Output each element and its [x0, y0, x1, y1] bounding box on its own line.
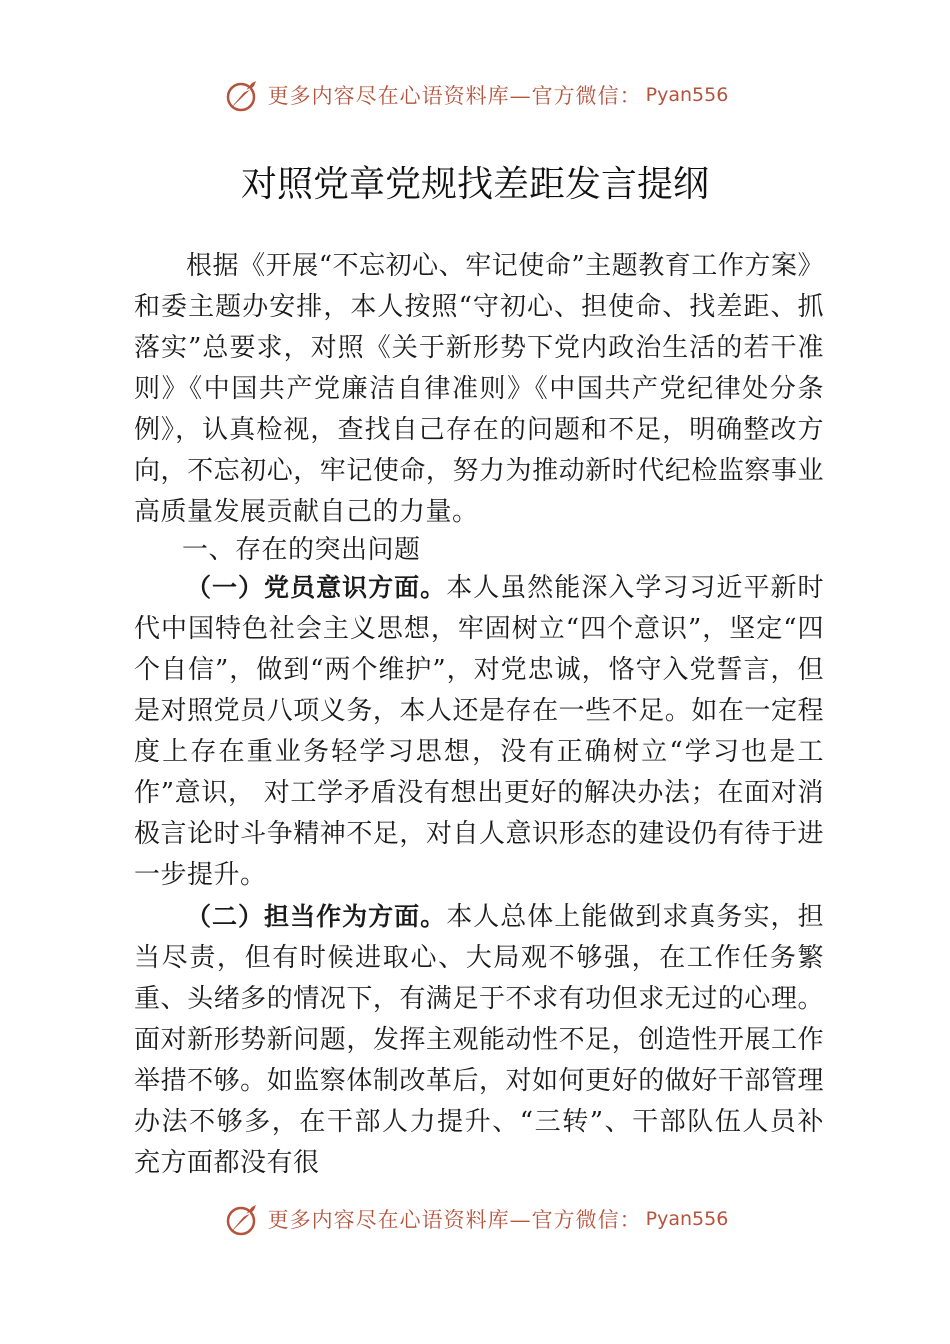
header-banner	[0, 72, 950, 118]
section-heading: 一、存在的突出问题	[182, 535, 421, 565]
banner-text: 更多内容尽在心语资料库—官方微信：	[267, 1208, 642, 1232]
intro-paragraph: 根据《开展“不忘初心、牢记使命”主题教育工作方案》和委主题办安排，本人按照“守初心、担使命、找差距、抓落实”总要求，对照《关于新形势下党内政治生活的若干准则》《中国共产党廉洁自律准则》《中国共产党纪律处分条例》，认真检视，查找自己存在的问题和不足，明确整改方向，不忘初心，牢记使命，努力为推动新时代纪检监察事业高质量发展贡献自己的力量。	[134, 251, 824, 527]
document-title: 对照党章党规找差距发言提纲	[240, 164, 709, 205]
item-2-paragraph	[134, 896, 824, 1184]
quill-logo-icon	[222, 75, 262, 115]
banner-text: 更多内容尽在心语资料库—官方微信：	[267, 84, 642, 108]
document-body	[134, 246, 824, 1184]
wechat-id: Pyan556	[645, 1208, 729, 1230]
item-2-heading: （二）担当作为方面。	[186, 902, 447, 931]
wechat-id: Pyan556	[645, 84, 729, 106]
footer-banner	[0, 1196, 950, 1242]
quill-logo-icon	[222, 1199, 262, 1239]
item-1-paragraph	[134, 567, 824, 896]
item-1-body: 本人虽然能深入学习习近平新时代中国特色社会主义思想，牢固树立“四个意识”，坚定“四个自信”，做到“两个维护”，对党忠诚，恪守入党誓言，但是对照党员八项义务，本人还是存在一些不足。如在一定程度上存在重业务轻学习思想，没有正确树立“学习也是工作”意识， 对工学矛盾没有想出更好的解决办法；在面对消极言论时斗争精神不足，对自人意识形态的建设仍有待于进一步提升。	[134, 573, 824, 890]
item-2-body: 本人总体上能做到求真务实，担当尽责，但有时候进取心、大局观不够强，在工作任务繁重、头绪多的情况下，有满足于不求有功但求无过的心理。面对新形势新问题，发挥主观能动性不足，创造性开展工作举措不够。如监察体制改革后，对如何更好的做好干部管理办法不够多，在干部人力提升、“三转”、干部队伍人员补充方面都没有很	[134, 902, 824, 1178]
item-1-heading: （一）党员意识方面。	[186, 573, 447, 602]
